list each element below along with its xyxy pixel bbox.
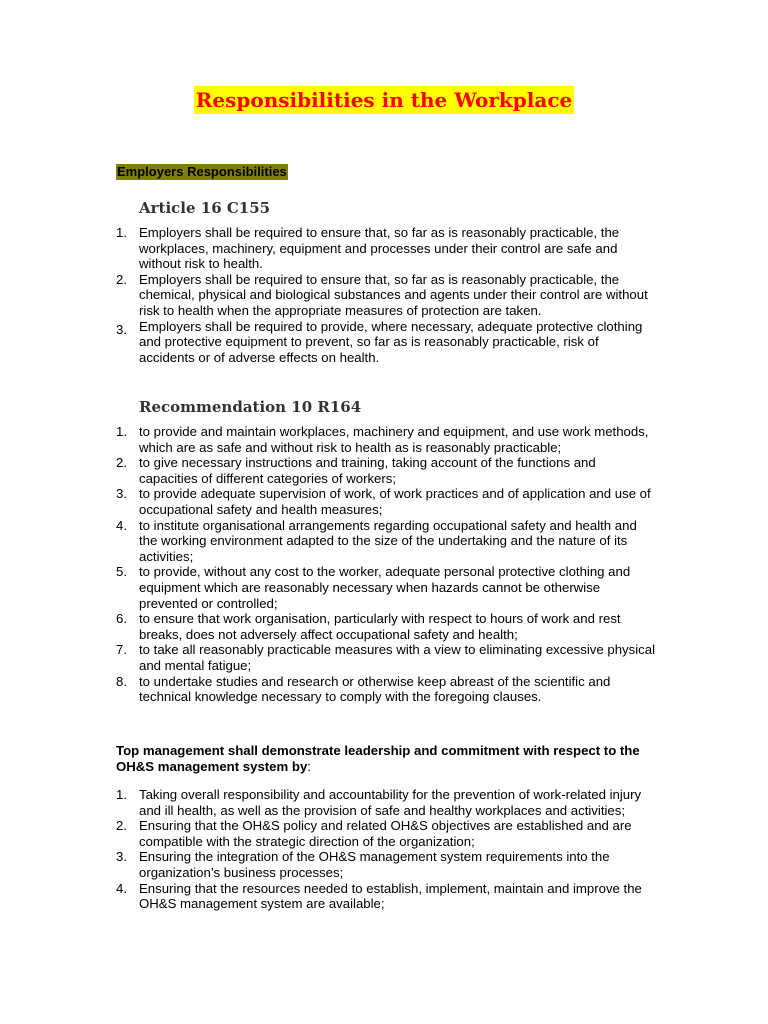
list-item-text: to undertake studies and research or otherwise keep abreast of the scientific and technical knowledge necessary to comply with the foregoing clauses. [139, 673, 611, 705]
list-item-text: to give necessary instructions and training, taking account of the functions and capacities of different categories of workers; [139, 455, 596, 486]
list-number: 3. [116, 849, 127, 865]
list-item-text: to institute organisational arrangements regarding occupational safety and health and the working environment adapted to the size of the undertaking and the nature of its activities; [139, 517, 637, 564]
list-item-text: Ensuring that the resources needed to establish, implement, maintain and improve the OH&S management system are available; [139, 880, 642, 912]
list-number: 2. [116, 818, 127, 834]
list-number: 2. [116, 271, 127, 287]
recommendation-list [116, 424, 656, 705]
list-item [116, 564, 656, 611]
list-item-text: Ensuring that the OH&S policy and related OH&S objectives are established and are compatible with the strategic direction of the organization; [139, 818, 632, 849]
list-number: 2. [116, 455, 127, 471]
list-item-text: to take all reasonably practicable measures with a view to eliminating excessive physical and mental fatigue; [139, 642, 656, 673]
employers-responsibilities-heading: Employers Responsibilities [117, 164, 287, 179]
list-number: 3. [116, 321, 127, 337]
top-management-intro [116, 743, 656, 775]
list-item [116, 225, 656, 272]
list-item-text: to provide and maintain workplaces, machinery and equipment, and use work methods, which are as safe and without risk to health as is reasonably practicable; [139, 424, 649, 455]
list-number: 5. [116, 564, 127, 580]
list-item [116, 849, 656, 880]
list-number: 4. [116, 517, 127, 533]
list-item [116, 455, 656, 486]
list-item-text: Employers shall be required to ensure that, so far as is reasonably practicable, the workplaces, machinery, equipment and processes under their control are safe and without risk to health. [139, 225, 620, 272]
list-item [116, 319, 656, 366]
title-wrapper [0, 86, 768, 114]
list-item [116, 881, 656, 912]
document-title: Responsibilities in the Workplace [195, 88, 573, 112]
list-item-text: Ensuring the integration of the OH&S management system requirements into the organization’s business processes; [139, 849, 610, 880]
list-number: 4. [116, 880, 127, 896]
list-item [116, 787, 656, 818]
top-management-intro-text: Top management shall demonstrate leadership and commitment with respect to the OH&S management system by [116, 743, 640, 774]
list-item [116, 818, 656, 849]
top-management-intro-colon: : [307, 759, 311, 774]
list-number: 8. [116, 673, 127, 689]
list-item [116, 272, 656, 319]
article-list [116, 225, 656, 365]
list-item-text: to provide, without any cost to the worker, adequate personal protective clothing and equipment which are reasonably necessary when hazards cannot be otherwise prevented or controlled; [139, 564, 631, 611]
list-number: 3. [116, 486, 127, 502]
list-number: 1. [116, 225, 127, 240]
top-management-list [116, 787, 656, 912]
list-item [116, 674, 656, 705]
recommendation-heading: Recommendation 10 R164 [139, 398, 362, 416]
list-item [116, 642, 656, 673]
list-number: 6. [116, 611, 127, 627]
list-number: 1. [116, 424, 127, 439]
list-item-text: Employers shall be required to provide, where necessary, adequate protective clothing and protective equipment to prevent, so far as is reasonably practicable, risk of accidents or of adverse effects on health. [139, 318, 643, 365]
list-item-text: to ensure that work organisation, particularly with respect to hours of work and rest breaks, does not adversely affect occupational safety and health; [139, 611, 621, 642]
list-item [116, 611, 656, 642]
list-item-text: to provide adequate supervision of work, of work practices and of application and use of occupational safety and health measures; [139, 486, 651, 517]
article-heading: Article 16 C155 [139, 199, 271, 217]
list-number: 7. [116, 642, 127, 658]
list-item-text: Taking overall responsibility and accountability for the prevention of work-related injury and ill health, as well as the provision of safe and healthy workplaces and activities; [139, 787, 642, 818]
list-item-text: Employers shall be required to ensure that, so far as is reasonably practicable, the chemical, physical and biological substances and agents under their control are without risk to health when the appropriate measures of protection are taken. [139, 271, 648, 318]
list-item [116, 518, 656, 565]
list-item [116, 486, 656, 517]
list-item [116, 424, 656, 455]
list-number: 1. [116, 787, 127, 802]
